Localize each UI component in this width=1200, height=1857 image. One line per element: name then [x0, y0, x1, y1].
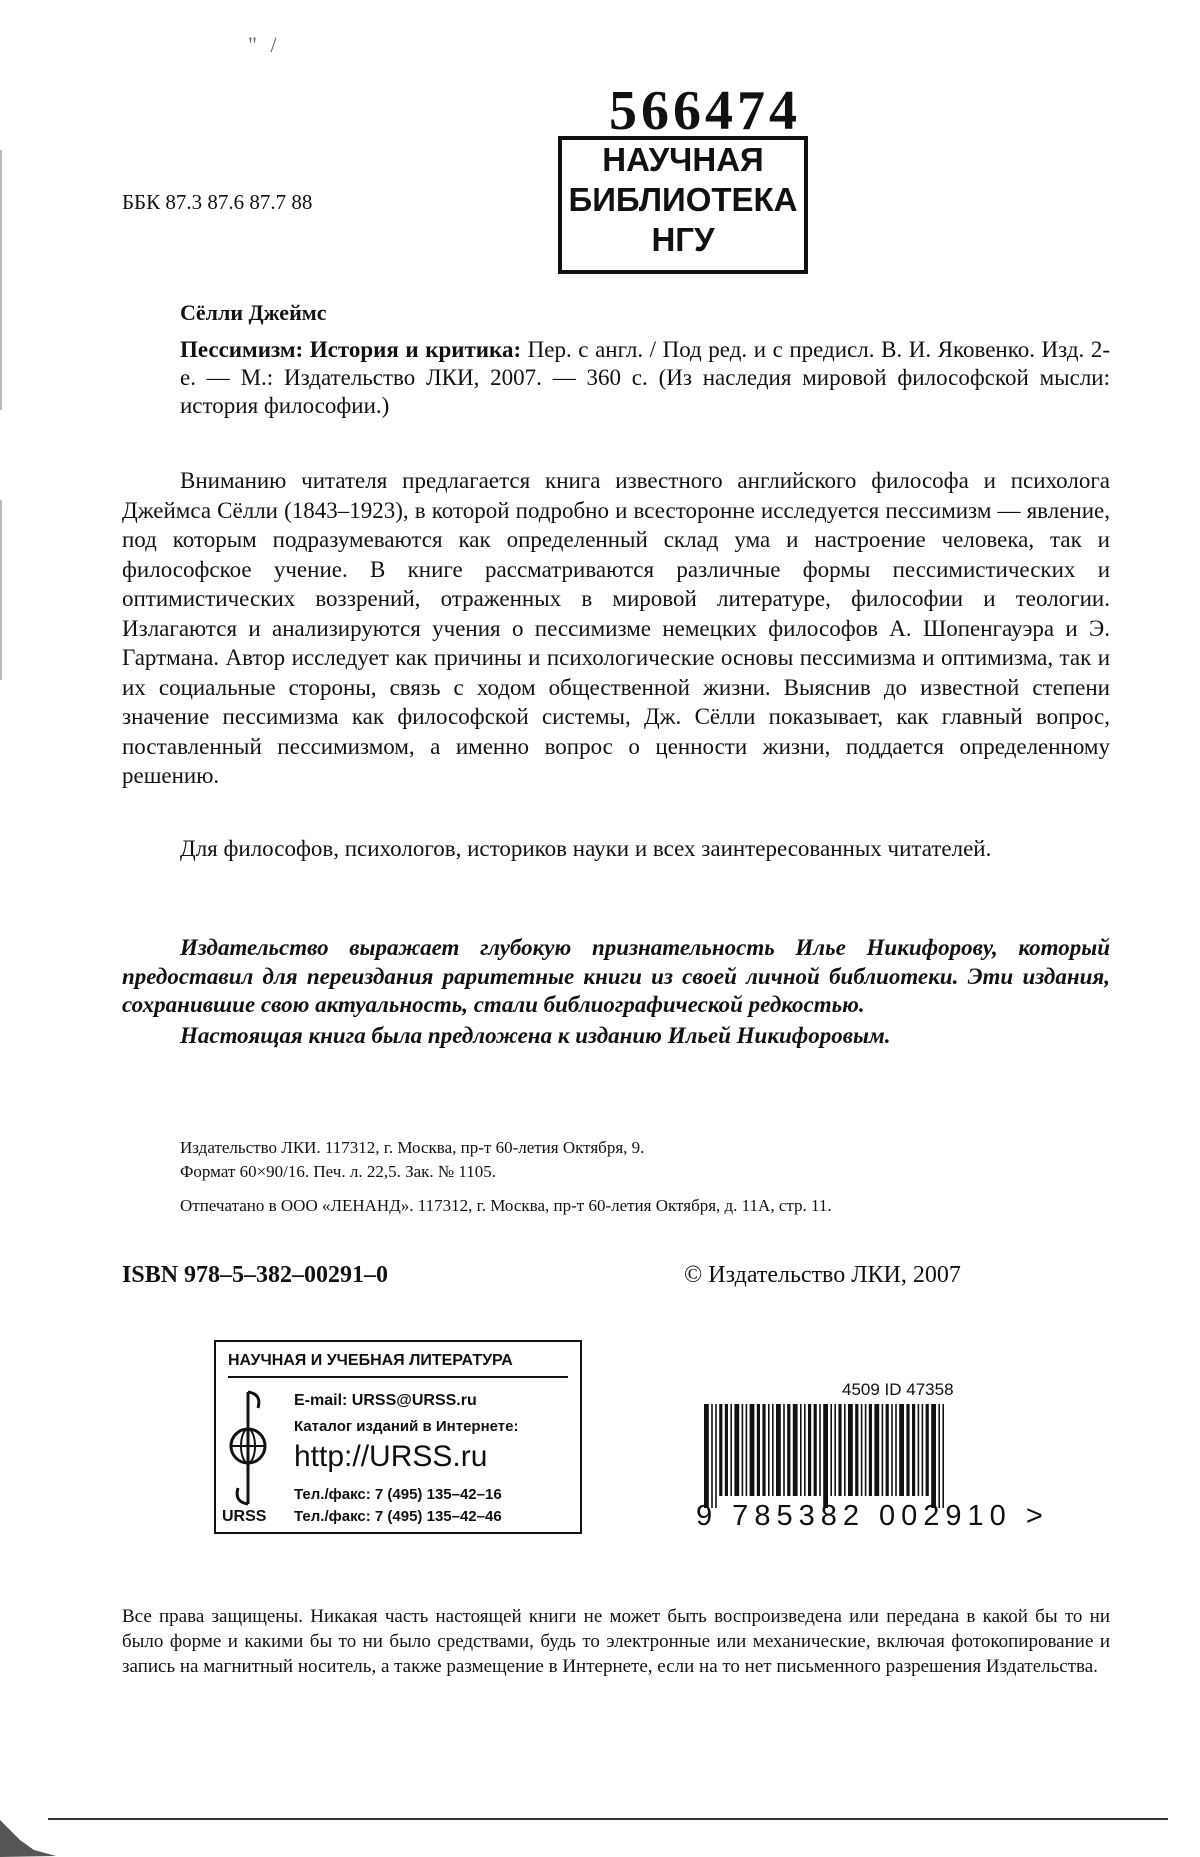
- abstract: Вниманию читателя предлагается книга известного английского философа и психолога Джеймса Сёлли (1843–1923), в которой подробно и всесторонне исследуется пессимизм — явление, под которым подразумеваются как определенный склад ума и настроение человека, так и философское учение. В книге рассматриваются различные формы пессимистических и оптимистических воззрений, отраженных в мировой литературе, философии и теологии. Излагаются и анализируются учения о пессимизме немецких философов А. Шопенгауэра и Э. Гартмана. Автор исследует как причины и психологические основы пессимизма и оптимизма, так и их социальные стороны, связь с ходом общественной жизни. Выяснив до известной степени значение пессимизма как философской системы, Дж. Сёлли показывает, как главный вопрос, поставленный пессимизмом, а именно вопрос о ценности жизни, поддается определенному решению.: [122, 468, 1110, 788]
- barcode-bar: [808, 1404, 811, 1496]
- barcode-bar: [918, 1404, 920, 1496]
- barcode-bar: [725, 1404, 728, 1496]
- barcode-bar: [855, 1404, 858, 1496]
- barcode-id: 4509 ID 47358: [842, 1380, 954, 1399]
- author: Сёлли Джеймс: [180, 300, 327, 325]
- barcode-bar: [931, 1404, 936, 1508]
- barcode-bar: [895, 1404, 897, 1496]
- rights-notice: Все права защищены. Никакая часть настоящей книги не может быть воспроизведена или передана в какой бы то ни было форме и какими бы то ни было средствами, будь то электронные или механические, включая фотокопирование и запись на магнитный носитель, а также размещение в Интернете, если на то нет письменного разрешения Издательства.: [122, 1606, 1110, 1677]
- barcode-bar: [834, 1404, 836, 1496]
- barcode-digits: 9 785382 002910 >: [696, 1500, 1049, 1532]
- barcode-bar: [800, 1404, 802, 1496]
- barcode-bar: [869, 1404, 872, 1496]
- barcode-bar: [746, 1404, 748, 1496]
- barcode-bar: [874, 1404, 879, 1496]
- barcode-bar: [776, 1404, 781, 1496]
- print-format: Формат 60×90/16. Печ. л. 22,5. Зак. № 1105.: [180, 1162, 497, 1181]
- barcode-bar: [865, 1404, 867, 1496]
- barcode-bar: [844, 1404, 846, 1496]
- barcode-bar: [819, 1404, 821, 1496]
- barcode-bar: [891, 1404, 893, 1496]
- barcode-bar: [793, 1404, 798, 1496]
- barcode-bar: [861, 1404, 863, 1496]
- barcode-bar: [899, 1404, 904, 1496]
- publisher-address: Издательство ЛКИ. 117312, г. Москва, пр-т 60-летия Октября, 9.: [180, 1138, 645, 1157]
- barcode-bar: [942, 1404, 944, 1508]
- stamp-line: НГУ: [651, 221, 715, 258]
- urss-phone: Тел./факс: 7 (495) 135–42–46: [294, 1508, 502, 1525]
- corner-mark: " /: [248, 32, 281, 57]
- stamp-line: БИБЛИОТЕКА: [568, 181, 798, 218]
- bibliographic-record: [180, 336, 1110, 420]
- publication-details: Пер. с англ. / Под ред. и с предисл. В. И. Яковенко. Изд. 2-е. — М.: Издательство ЛКИ, 2007. — 360 с. (Из наследия мировой философской мысли: история философии.): [180, 337, 1110, 418]
- barcode-icon: [700, 1404, 990, 1514]
- library-inventory-number: 566474: [609, 80, 801, 142]
- urss-header: НАУЧНАЯ И УЧЕБНАЯ ЛИТЕРАТУРА: [228, 1352, 513, 1369]
- barcode-bar: [757, 1404, 760, 1496]
- barcode-bar: [926, 1404, 929, 1496]
- barcode-bar: [938, 1404, 940, 1508]
- barcode-bar: [922, 1404, 924, 1496]
- urss-email: E-mail: URSS@URSS.ru: [294, 1392, 477, 1409]
- acknowledgement: Издательство выражает глубокую признательность Илье Никифорову, который предоставил для переиздания раритетные книги из своей личной библиотеки. Эти издания, сохранившие свою актуальность, стали библиографической редкостью.: [122, 935, 1110, 1017]
- barcode-bar: [772, 1404, 774, 1496]
- barcode-bar: [882, 1404, 884, 1496]
- barcode-bar: [804, 1404, 806, 1496]
- urss-logo-icon: [228, 1388, 268, 1526]
- barcode-bar: [814, 1404, 817, 1496]
- bbk-code: ББК 87.3 87.6 87.7 88: [122, 190, 313, 214]
- barcode-bar: [838, 1404, 841, 1496]
- scan-edge: [0, 500, 12, 680]
- barcode-bar: [787, 1404, 790, 1496]
- barcode-bar: [730, 1404, 732, 1496]
- audience: Для философов, психологов, историков науки и всех заинтересованных читателей.: [180, 836, 992, 861]
- isbn: ISBN 978–5–382–00291–0: [122, 1262, 389, 1288]
- scan-edge: [0, 150, 12, 410]
- barcode-bar: [848, 1404, 853, 1496]
- barcode-bar: [750, 1404, 755, 1496]
- printer-address: Отпечатано в ООО «ЛЕНАНД». 117312, г. Москва, пр-т 60-летия Октября, д. 11А, стр. 11.: [180, 1196, 832, 1215]
- library-stamp: [558, 136, 808, 274]
- urss-info-box: [214, 1340, 582, 1534]
- barcode-bar: [768, 1404, 770, 1496]
- barcode-bar: [906, 1404, 909, 1496]
- barcode-bar: [762, 1404, 765, 1496]
- barcode-bar: [742, 1404, 744, 1496]
- divider: [228, 1376, 568, 1378]
- acknowledgement-note: Настоящая книга была предложена к изданию Ильей Никифоровым.: [180, 1023, 891, 1048]
- urss-url: http://URSS.ru: [294, 1440, 488, 1473]
- urss-phone: Тел./факс: 7 (495) 135–42–16: [294, 1486, 502, 1503]
- urss-brand: URSS: [222, 1508, 267, 1525]
- scan-corner-shadow: [0, 1810, 56, 1857]
- barcode-bar: [734, 1404, 739, 1496]
- barcode-bar: [711, 1404, 713, 1508]
- barcode-bar: [886, 1404, 889, 1496]
- barcode-bar: [783, 1404, 785, 1496]
- book-title: Пессимизм: История и критика:: [180, 337, 522, 362]
- barcode-bar: [719, 1404, 722, 1496]
- urss-catalog-label: Каталог изданий в Интернете:: [294, 1418, 519, 1435]
- barcode-bar: [704, 1404, 709, 1508]
- barcode-bar: [715, 1404, 717, 1508]
- barcode-bar: [830, 1404, 832, 1496]
- barcode-bar: [823, 1404, 828, 1508]
- page-bottom-edge: [48, 1818, 1168, 1820]
- copyright: © Издательство ЛКИ, 2007: [684, 1262, 961, 1288]
- barcode-bar: [912, 1404, 915, 1496]
- stamp-line: НАУЧНАЯ: [602, 141, 764, 178]
